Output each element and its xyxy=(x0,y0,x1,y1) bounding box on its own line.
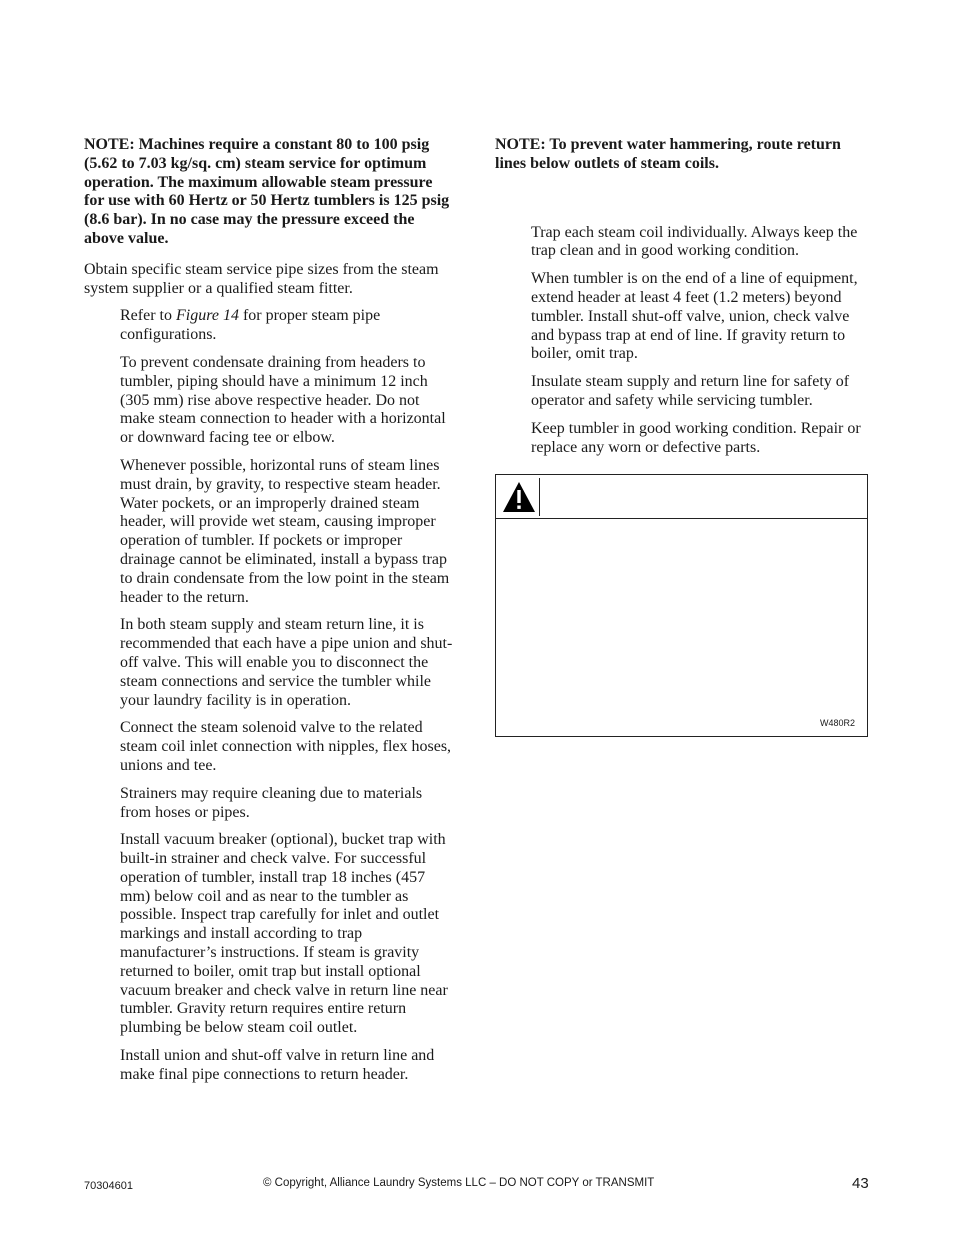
keep-condition-paragraph: Keep tumbler in good working condition. Repair or replace any worn or defective parts. xyxy=(531,419,861,456)
insulate-paragraph: Insulate steam supply and return line for safety of operator and safety while servicing tumbler. xyxy=(531,373,850,409)
document-number: 70304601 xyxy=(84,1180,133,1192)
solenoid-valve-paragraph: Connect the steam solenoid valve to the related steam coil inlet connection with nipples, flex hoses, unions and tee. xyxy=(120,719,452,774)
warning-triangle-icon xyxy=(499,478,539,516)
refer-prefix: Refer to xyxy=(120,307,176,325)
page-number: 43 xyxy=(852,1175,869,1192)
warning-header xyxy=(496,475,867,519)
water-hammer-note: NOTE: To prevent water hammering, route return lines below outlets of steam coils. xyxy=(495,136,841,172)
strainers-paragraph: Strainers may require cleaning due to materials from hoses or pipes. xyxy=(120,784,423,821)
trap-coil-paragraph: Trap each steam coil individually. Always keep the trap clean and in good working condition. xyxy=(531,223,858,260)
right-column xyxy=(495,136,869,466)
horizontal-runs-paragraph: Whenever possible, horizontal runs of steam lines must drain, by gravity, to respective steam header. Water pockets, or an improperly drained steam header, will provide wet steam, causing improper operation of tumbler. If pockets or improper drainage cannot be eliminated, install a bypass trap to drain condensate from the low point in the steam header to the return. xyxy=(120,456,450,606)
figure-link[interactable]: Figure 14 xyxy=(175,307,239,325)
final-connection-paragraph: Install union and shut-off valve in return line and make final pipe connections to return header. xyxy=(120,1047,435,1083)
copyright-notice: © Copyright, Alliance Laundry Systems LLC – DO NOT COPY or TRANSMIT xyxy=(263,1177,655,1189)
end-of-line-paragraph: When tumbler is on the end of a line of equipment, extend header at least 4 feet (1.2 meters) beyond tumbler. Install shut-off valve, union, check valve and bypass trap at end of line. If gravity return to boiler, omit trap. xyxy=(531,270,858,363)
pipe-union-paragraph: In both steam supply and steam return line, it is recommended that each have a pipe union and shut-off valve. This will enable you to disconnect the steam connections and service the tumbler while your laundry facility is in operation. xyxy=(120,616,453,709)
warning-box xyxy=(495,474,868,737)
warning-icon-cell xyxy=(499,478,540,516)
pipe-size-paragraph: Obtain specific steam service pipe sizes from the steam system supplier or a qualified steam fitter. xyxy=(84,260,439,297)
figure-reference-paragraph xyxy=(120,307,456,345)
condensate-paragraph: To prevent condensate draining from headers to tumbler, piping should have a minimum 12 inch (305 mm) rise above respective header. Do not make steam connection to header with a horizontal or downward facing tee or elbow. xyxy=(120,353,446,447)
refer-suffix: for proper steam pipe configurations. xyxy=(120,307,381,344)
left-column xyxy=(84,136,456,1094)
warning-code: W480R2 xyxy=(819,718,855,728)
steam-pressure-note: NOTE: Machines require a constant 80 to 100 psig (5.62 to 7.03 kg/sq. cm) steam service for optimum operation. The maximum allowable steam pressure for use with 60 Hertz or 50 Hertz tumblers is 125 psig (8.6 bar). In no case may the pressure exceed the above value. xyxy=(84,136,450,247)
vacuum-breaker-paragraph: Install vacuum breaker (optional), bucket trap with built-in strainer and check valve. For successful operation of tumbler, install trap 18 inches (457 mm) below coil and as near to the tumbler as possible. Inspect trap carefully for inlet and outlet markings and install according to trap manufacturer’s instructions. If steam is gravity returned to boiler, omit trap but install optional vacuum breaker and check valve in return line near tumbler. Gravity return requires entire return plumbing be below steam coil outlet. xyxy=(120,831,448,1037)
